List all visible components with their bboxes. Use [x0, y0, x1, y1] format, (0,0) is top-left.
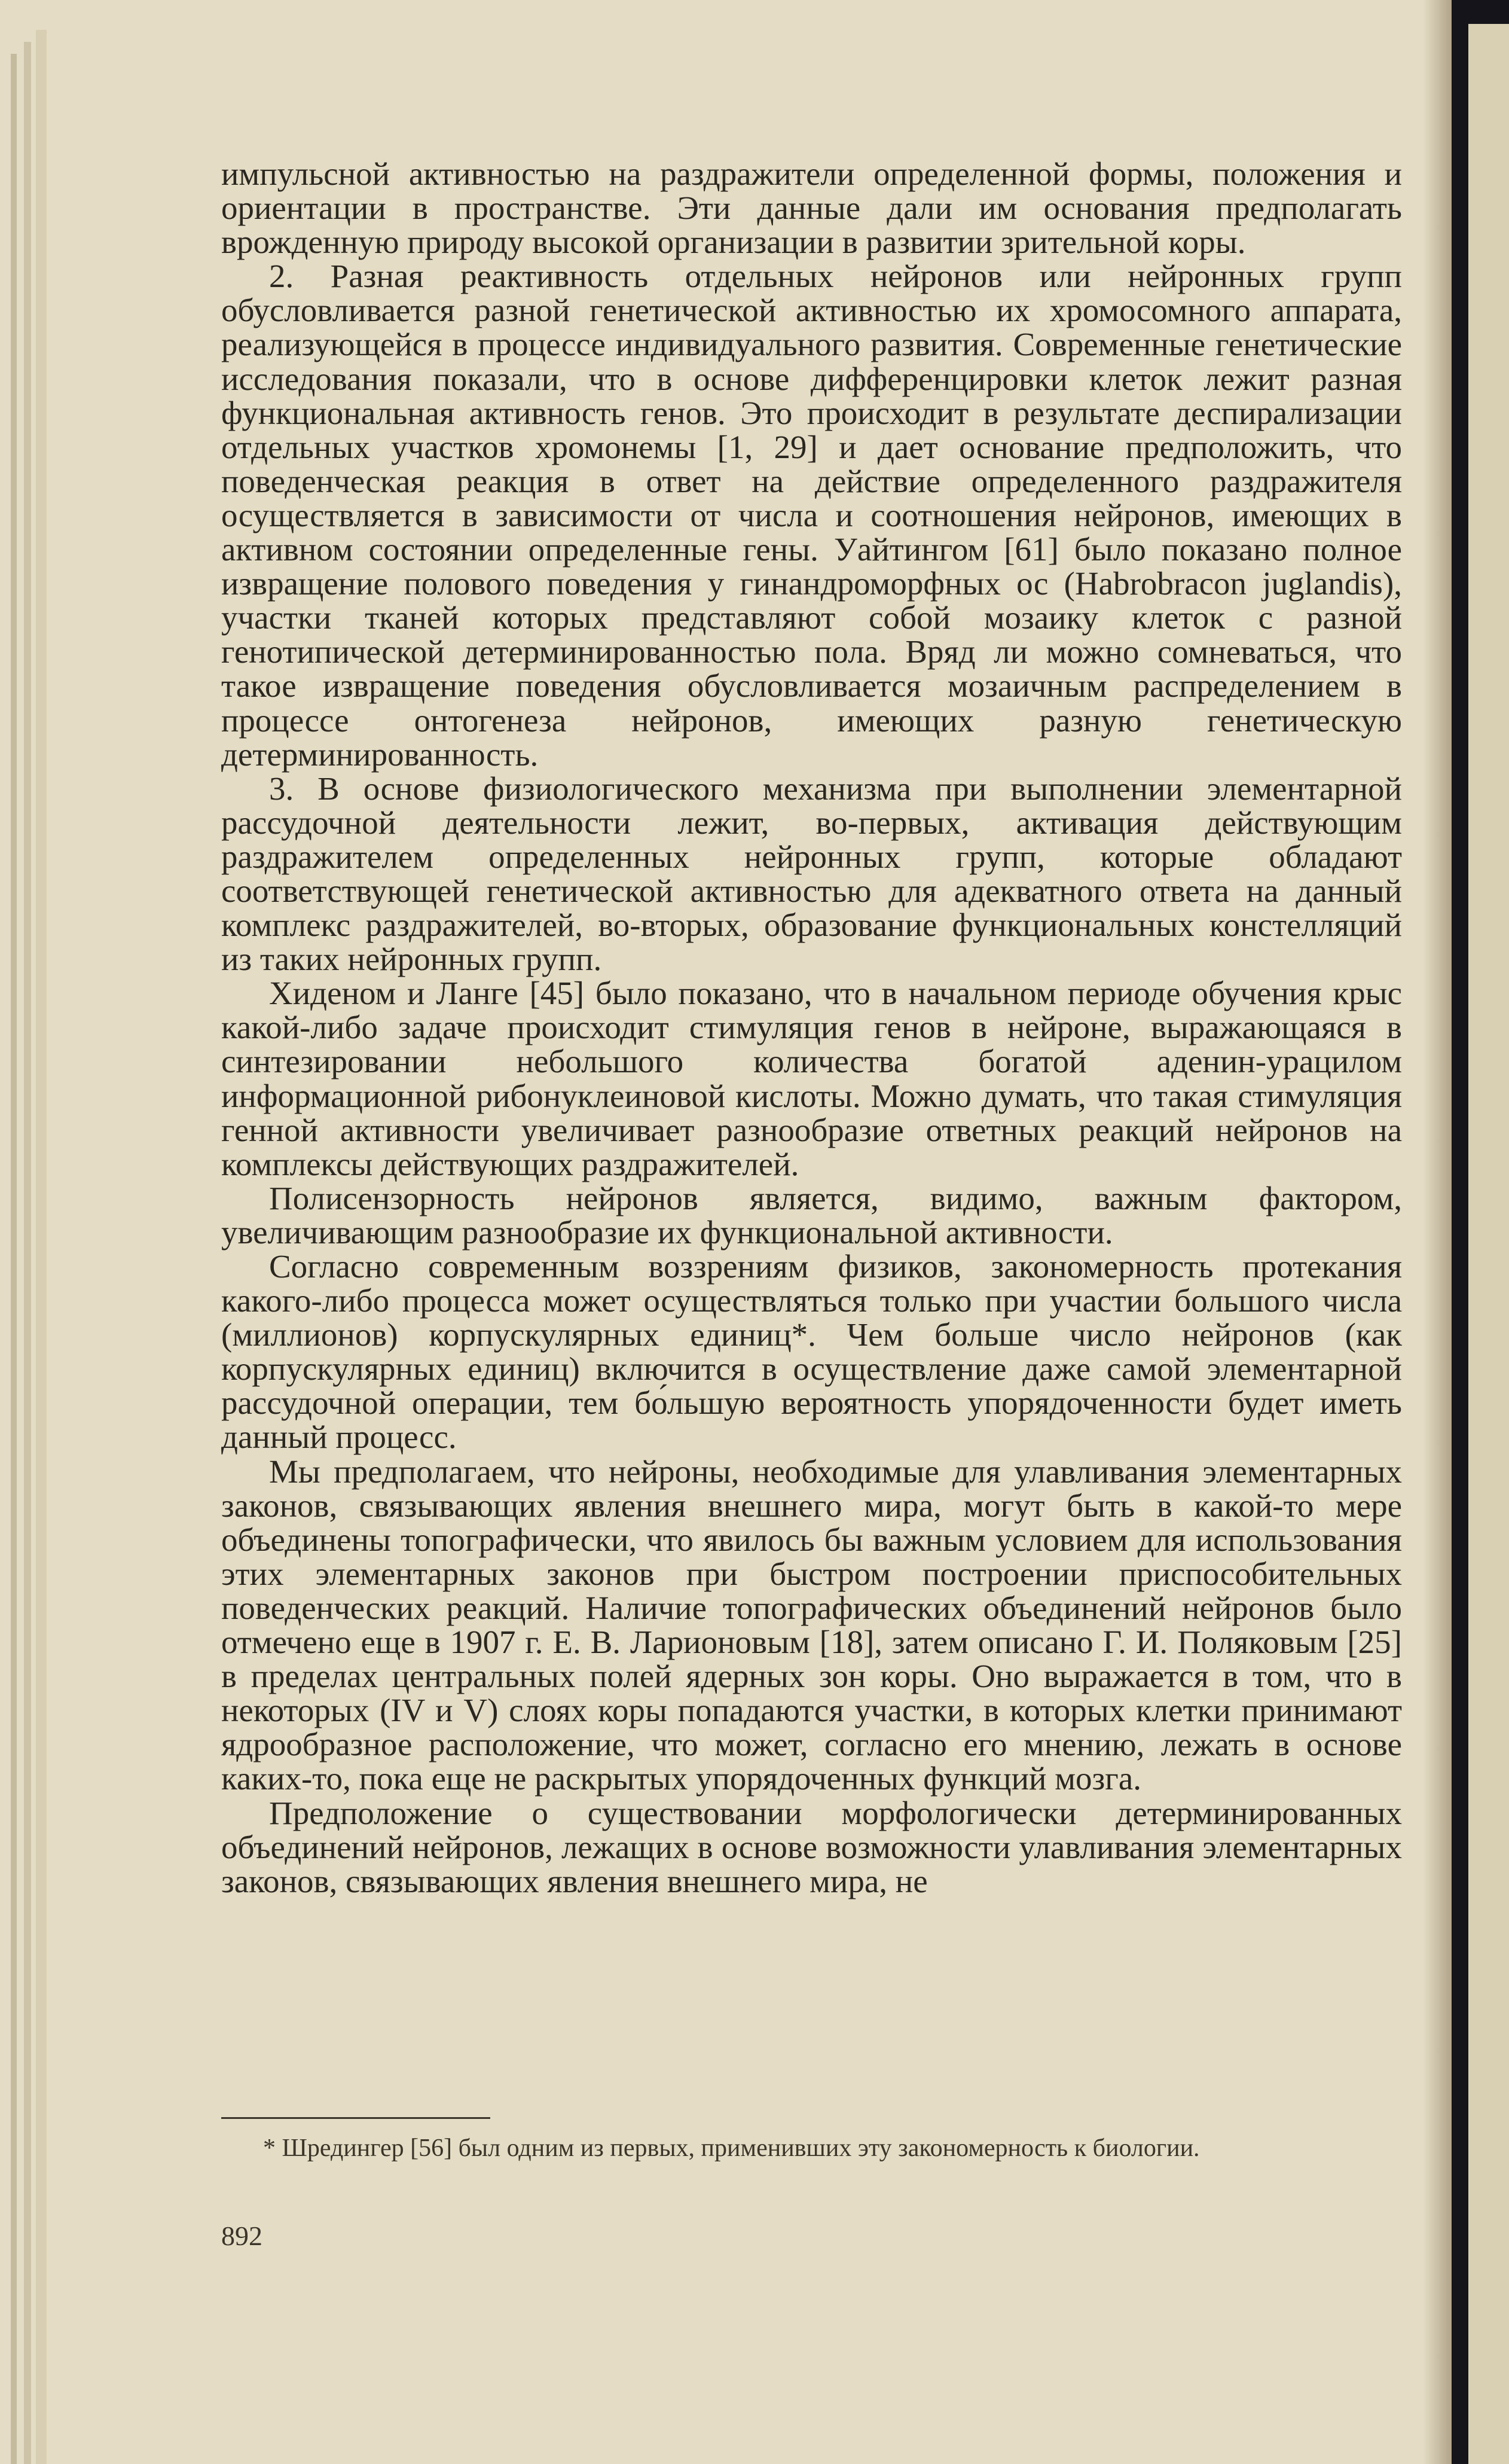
- paragraph-polysensory: Полисензорность нейронов является, видимо, важным фактором, увеличивающим разнообразие их функциональной активности.: [221, 1179, 1402, 1251]
- page-edge: [24, 42, 31, 2464]
- binding-shadow: [1423, 0, 1452, 2464]
- body-text: [221, 157, 1402, 1898]
- paragraph-point-3: 3. В основе физиологического механизма при выполнении элементарной рассудочной деятельности лежит, во-первых, активация действующим раздражителем определенных нейронных групп, которые обладают соответствующей генетической активностью для адекватного ответа на данный комплекс раздражителей, во-вторых, образование функциональных констелляций из таких нейронных групп.: [221, 770, 1402, 978]
- paragraph-assumption: Предположение о существовании морфологически детерминированных объединений нейронов, лежащих в основе возможности улавливания элементарных законов, связывающих явления внешнего мира, не: [221, 1794, 1402, 1899]
- paragraph-point-2: 2. Разная реактивность отдельных нейронов или нейронных групп обусловливается разной генетической активностью их хромосомного аппарата, реализующейся в процессе индивидуального развития. Современные генетические исследования показали, что в основе дифференцировки клеток лежит разная функциональная активность генов. Это происходит в результате деспирализации отдельных участков хромонемы [1, 29] и дает основание предположить, что поведенческая реакция в ответ на действие определенного раздражителя осуществляется в зависимости от числа и соотношения нейронов, имеющих в активном состоянии определенные гены. Уайтингом [61] было показано полное извращение полового поведения у гинандроморфных ос (Habrobracon juglandis), участки тканей которых представляют собой мозаику клеток с разной генотипической детерминированностью пола. Вряд ли можно сомневаться, что такое извращение поведения обусловливается мозаичным распределением в процессе онтогенеза нейронов, имеющих разную генетическую детерминированность.: [221, 258, 1402, 773]
- paragraph-topographic: Мы предполагаем, что нейроны, необходимые для улавливания элементарных законов, связывающих явления внешнего мира, могут быть в какой-то мере объединены топографически, что явилось бы важным условием для использования этих элементарных законов при быстром построении приспособительных поведенческих реакций. Наличие топографических объединений нейронов было отмечено еще в 1907 г. Е. В. Ларионовым [18], затем описано Г. И. Поляковым [25] в пределах центральных полей ядерных зон коры. Оно выражается в том, что в некоторых (IV и V) слоях коры попадаются участки, в которых клетки принимают ядрообразное расположение, что может, согласно его мнению, лежать в основе каких-то, пока еще не раскрытых упорядоченных функций мозга.: [221, 1453, 1402, 1797]
- page-edge: [36, 30, 47, 2464]
- footnote: [221, 2133, 1402, 2164]
- paragraph-physics: Согласно современным воззрениям физиков, закономерность протекания какого-либо процесса может осуществляться только при участии большого числа (миллионов) корпускулярных единиц*. Чем больше число нейронов (как корпускулярных единиц) включится в осуществление даже самой элементарной рассудочной операции, тем бо́льшую вероятность упорядоченности будет иметь данный процесс.: [221, 1248, 1402, 1456]
- page-number: 892: [221, 2221, 262, 2251]
- paragraph-continuation: импульсной активностью на раздражители определенной формы, положения и ориентации в пространстве. Эти данные дали им основания предполагать врожденную природу высокой организации в развитии зрительной коры.: [221, 155, 1402, 261]
- paragraph-hyden-lange: Хиденом и Ланге [45] было показано, что в начальном периоде обучения крыс какой-либо задаче происходит стимуляция генов в нейроне, выражающаяся в синтезировании небольшого количества богатой аденин-урацилом информационной рибонуклеиновой кислоты. Можно думать, что такая стимуляция генной активности увеличивает разнообразие ответных реакций нейронов на комплексы действующих раздражителей.: [221, 975, 1402, 1182]
- background-edge: [1452, 0, 1509, 2464]
- footnote-divider: [221, 2117, 490, 2119]
- adjacent-page-edge: [1468, 24, 1509, 2464]
- footnote-text: * Шредингер [56] был одним из первых, применивших эту закономерность к биологии.: [263, 2134, 1200, 2162]
- page-edge: [11, 54, 17, 2464]
